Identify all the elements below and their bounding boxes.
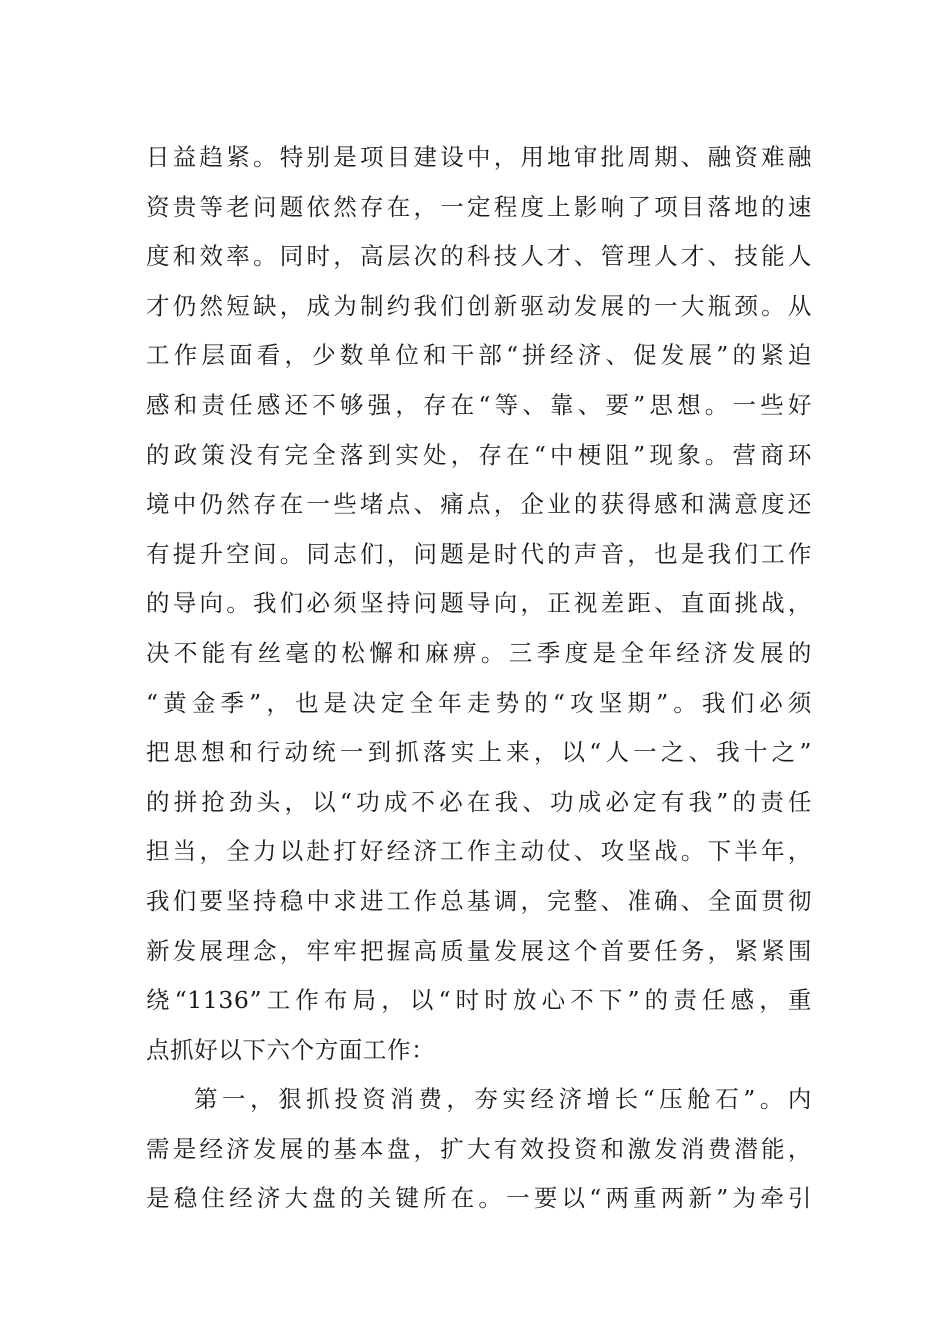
body-text xyxy=(146,133,812,1224)
text-line: 资贵等老问题依然存在，一定程度上影响了项目落地的速 xyxy=(146,192,812,221)
text-line: 是稳住经济大盘的关键所在。一要以“两重两新”为牵引 xyxy=(146,1184,812,1213)
text-line: 新发展理念，牢牢把握高质量发展这个首要任务，紧紧围 xyxy=(146,936,812,965)
text-line: 点抓好以下六个方面工作： xyxy=(146,1035,436,1064)
text-line: 境中仍然存在一些堵点、痛点，企业的获得感和满意度还 xyxy=(146,490,812,519)
text-line: 我们要坚持稳中求进工作总基调，完整、准确、全面贯彻 xyxy=(146,886,812,915)
text-line: 有提升空间。同志们，问题是时代的声音，也是我们工作 xyxy=(146,539,812,568)
text-line: 决不能有丝毫的松懈和麻痹。三季度是全年经济发展的 xyxy=(146,638,812,667)
text-line: 的导向。我们必须坚持问题导向，正视差距、直面挑战， xyxy=(146,589,812,618)
text-line: 日益趋紧。特别是项目建设中，用地审批周期、融资难融 xyxy=(146,143,812,171)
text-line: 才仍然短缺，成为制约我们创新驱动发展的一大瓶颈。从 xyxy=(146,291,812,320)
text-line: 的拼抢劲头，以“功成不必在我、功成必定有我”的责任 xyxy=(146,787,812,816)
text-line: 把思想和行动统一到抓落实上来，以“人一之、我十之” xyxy=(146,738,812,767)
text-line: 绕“1136”工作布局，以“时时放心不下”的责任感，重 xyxy=(146,986,812,1015)
text-line: 度和效率。同时，高层次的科技人才、管理人才、技能人 xyxy=(146,242,812,271)
text-line: 工作层面看，少数单位和干部“拼经济、促发展”的紧迫 xyxy=(146,341,812,370)
text-line: 感和责任感还不够强，存在“等、靠、要”思想。一些好 xyxy=(146,390,812,419)
text-line: 担当，全力以赴打好经济工作主动仗、攻坚战。下半年， xyxy=(146,837,812,866)
text-line: 第一，狠抓投资消费，夯实经济增长“压舱石”。内 xyxy=(194,1085,812,1114)
text-line: 的政策没有完全落到实处，存在“中梗阻”现象。营商环 xyxy=(146,440,812,469)
text-line: 需是经济发展的基本盘，扩大有效投资和激发消费潜能， xyxy=(146,1134,812,1163)
text-line: “黄金季”，也是决定全年走势的“攻坚期”。我们必须 xyxy=(146,688,812,717)
